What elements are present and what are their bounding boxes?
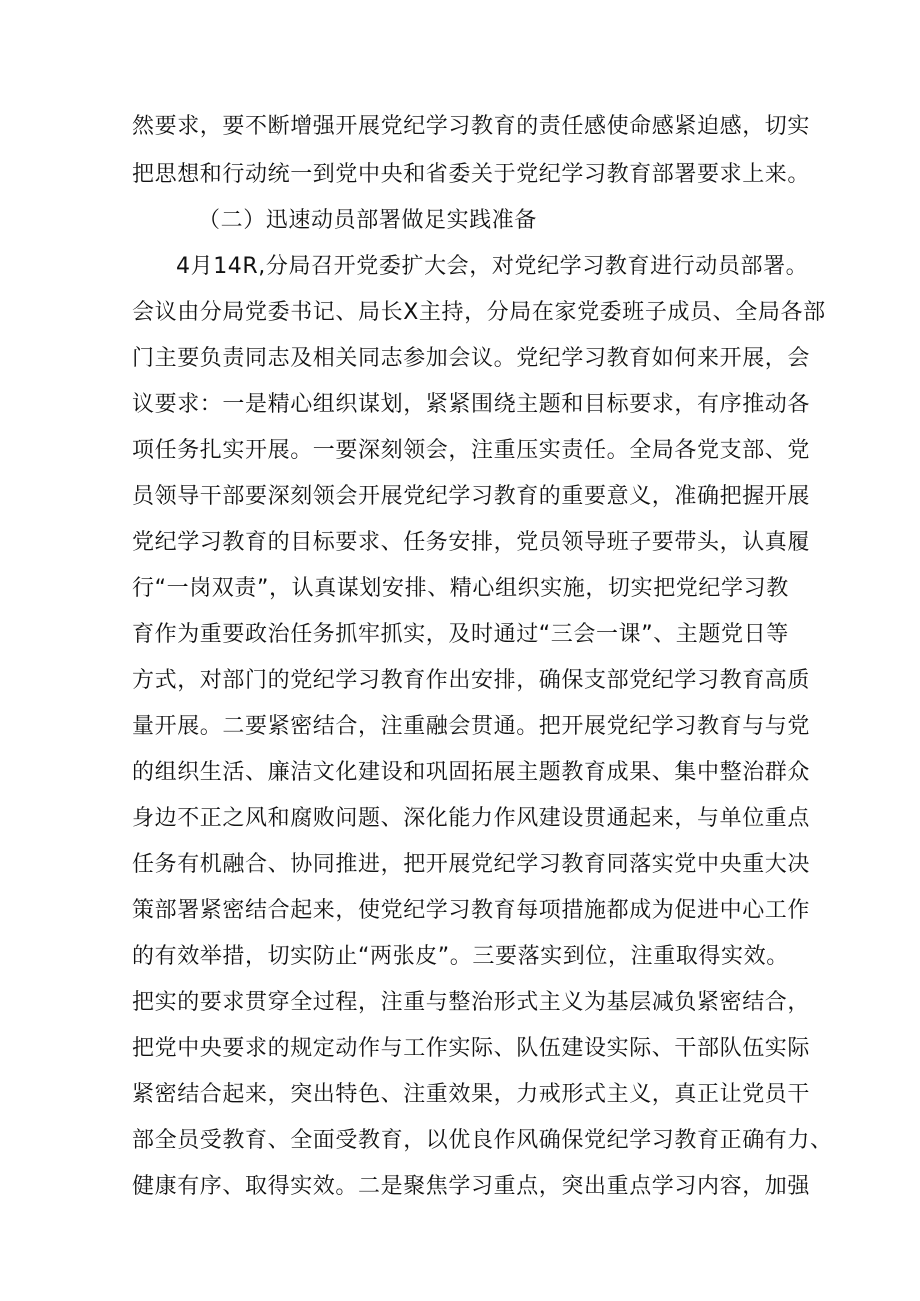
paragraph-line: 健康有序、取得实效。二是聚焦学习重点，突出重点学习内容，加强 [132,1174,811,1199]
paragraph-line: 的有效举措，切实防止“两张皮”。三要落实到位，注重取得实效。 [132,944,789,969]
paragraph-line: 量开展。二要紧密结合，注重融会贯通。把开展党纪学习教育与与党 [132,714,811,739]
paragraph-line: 紧密结合起来，突出特色、注重效果，力戒形式主义，真正让党员干 [132,1082,811,1107]
paragraph-line: 把党中央要求的规定动作与工作实际、队伍建设实际、干部队伍实际 [132,1036,811,1061]
paragraph-line: 育作为重要政治任务抓牢抓实，及时通过“三会一课”、主题党日等 [132,622,789,647]
paragraph-line: 行“一岗双责”，认真谋划安排、精心组织实施，切实把党纪学习教 [132,576,789,601]
paragraph-line: 然要求，要不断增强开展党纪学习教育的责任感使命感紧迫感，切实 [132,114,811,139]
section-heading: （二）迅速动员部署做足实践准备 [198,208,538,233]
paragraph-line: 的组织生活、廉洁文化建设和巩固拓展主题教育成果、集中整治群众 [132,760,811,785]
paragraph-line: 议要求：一是精心组织谋划，紧紧围绕主题和目标要求，有序推动各 [132,392,811,417]
paragraph-line: 任务有机融合、协同推进，把开展党纪学习教育同落实党中央重大决 [132,852,811,877]
paragraph-line: 员领导干部要深刻领会开展党纪学习教育的重要意义，准确把握开展 [132,484,811,509]
paragraph-line: 身边不正之风和腐败问题、深化能力作风建设贯通起来，与单位重点 [132,806,811,831]
paragraph-line: 项任务扎实开展。一要深刻领会，注重压实责任。全局各党支部、党 [132,438,811,463]
paragraph-line: 方式，对部门的党纪学习教育作出安排，确保支部党纪学习教育高质 [132,668,811,693]
paragraph-line: 把思想和行动统一到党中央和省委关于党纪学习教育部署要求上来。 [132,162,811,187]
paragraph-line: 门主要负责同志及相关同志参加会议。党纪学习教育如何来开展，会 [132,346,811,371]
paragraph-line: 把实的要求贯穿全过程，注重与整治形式主义为基层减负紧密结合， [132,990,811,1015]
paragraph-line: 部全员受教育、全面受教育，以优良作风确保党纪学习教育正确有力、 [132,1128,833,1153]
paragraph-line: 会议由分局党委书记、局长X主持，分局在家党委班子成员、全局各部 [132,300,826,325]
paragraph-line: 党纪学习教育的目标要求、任务安排，党员领导班子要带头，认真履 [132,530,811,555]
paragraph-line: 策部署紧密结合起来，使党纪学习教育每项措施都成为促进中心工作 [132,898,811,923]
paragraph-line: 4月14R,分局召开党委扩大会，对党纪学习教育进行动员部署。 [176,254,809,279]
